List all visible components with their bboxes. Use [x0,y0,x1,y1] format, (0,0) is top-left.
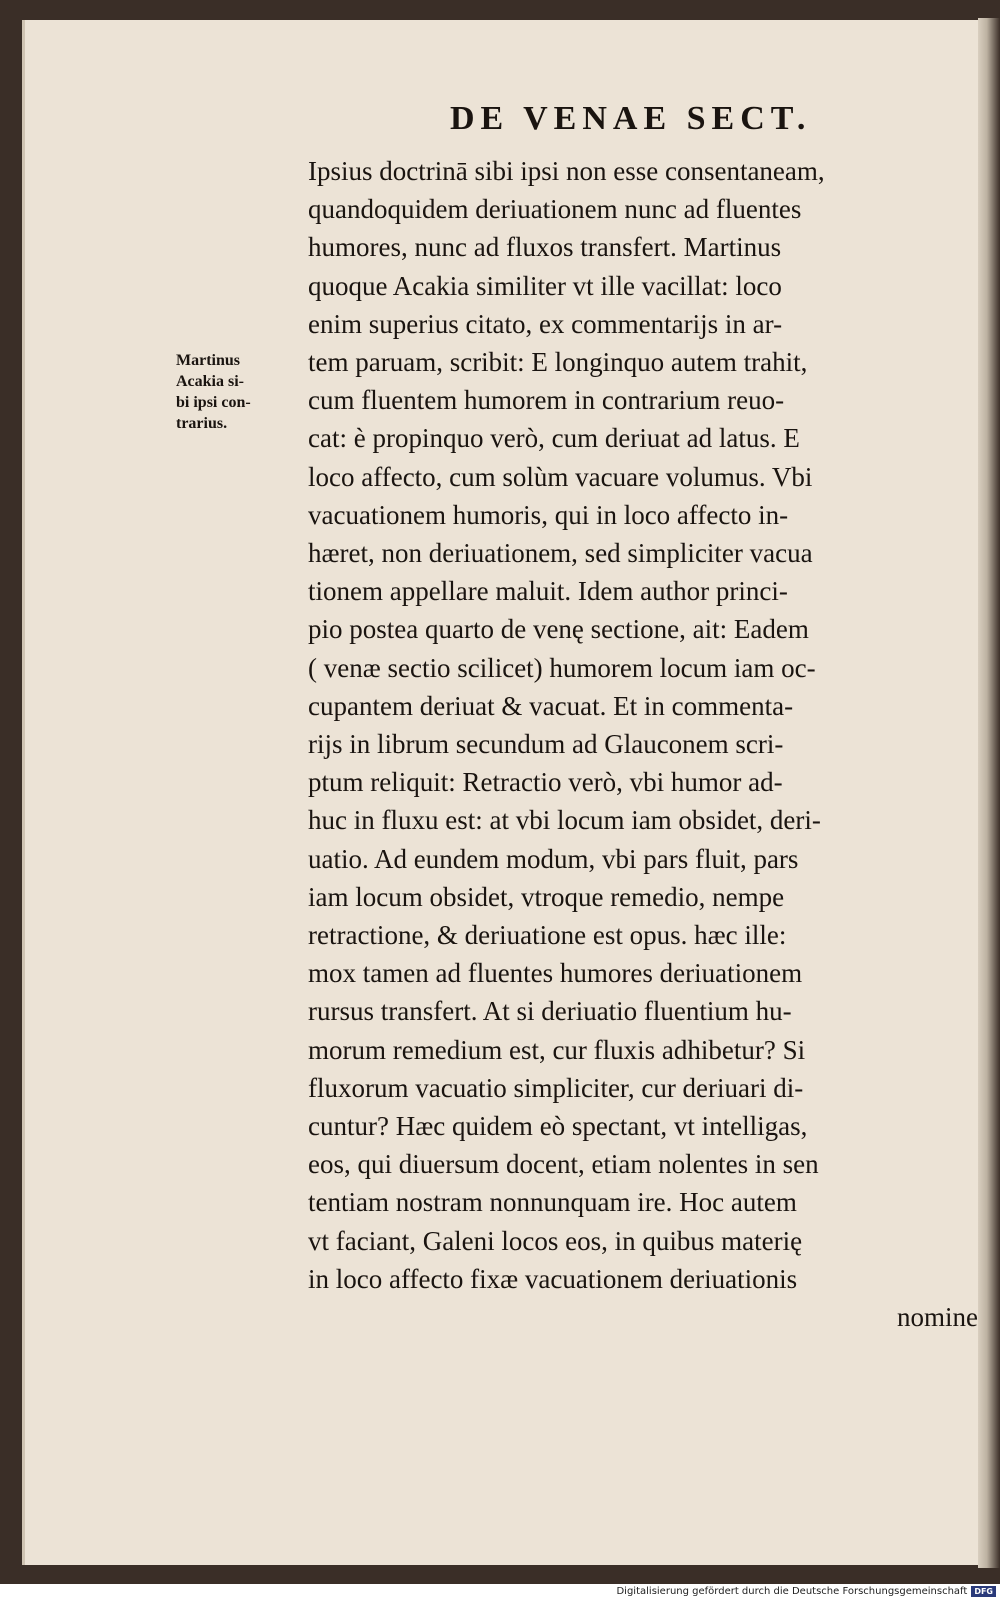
text-line: cat: è propinquo verò, cum deriuat ad latus. E [308,423,800,454]
running-head: DE VENAE SECT. [450,100,812,137]
text-line: humores, nunc ad fluxos transfert. Martinus [308,232,782,263]
text-line: cupantem deriuat & vacuat. Et in commenta- [308,690,794,721]
dfg-logo: DFG [971,1586,996,1597]
marginal-note-line: trarius. [176,415,228,432]
body-text [308,152,988,1336]
marginal-note [176,350,296,434]
marginal-note-line: Acakia si- [176,373,244,390]
footer [616,1584,996,1599]
text-line: fluxorum vacuatio simpliciter, cur deriuari di- [308,1072,804,1103]
footer-credit: Digitalisierung gefördert durch die Deutsche Forschungsgemeinschaft [616,1586,968,1597]
text-line: ( venæ sectio scilicet) humorem locum iam oc- [308,652,816,683]
text-line: iam locum obsidet, vtroque remedio, nempe [308,881,785,912]
text-line: morum remedium est, cur fluxis adhibetur? Si [308,1034,806,1065]
text-line: quandoquidem deriuationem nunc ad fluentes [308,194,802,225]
text-line: cuntur? Hæc quidem eò spectant, vt intelligas, [308,1111,808,1142]
text-line: Ipsius doctrinā sibi ipsi non esse consentaneam, [308,156,825,186]
text-line: enim superius citato, ex commentarijs in ar- [308,308,783,339]
text-line: pio postea quarto de venę sectione, ait: Eadem [308,614,809,645]
text-line: mox tamen ad fluentes humores deriuationem [308,958,803,989]
text-line: tentiam nostram nonnunquam ire. Hoc autem [308,1187,797,1218]
text-line: ptum reliquit: Retractio verò, vbi humor ad- [308,767,783,798]
text-line: eos, qui diuersum docent, etiam nolentes in sen [308,1149,819,1180]
text-line: cum fluentem humorem in contrarium reuo- [308,385,785,416]
text-line: huc in fluxu est: at vbi locum iam obsidet, deri- [308,805,821,836]
text-line: uatio. Ad eundem modum, vbi pars fluit, pars [308,843,799,874]
marginal-note-line: bi ipsi con- [176,394,251,411]
text-line: quoque Acakia similiter vt ille vacillat: loco [308,270,782,301]
marginal-note-line: Martinus [176,352,240,369]
text-line: hæret, non deriuationem, sed simpliciter vacua [308,538,813,569]
catchword: nomine [897,1302,978,1333]
text-line: in loco affecto fixæ vacuationem deriuationis [308,1263,798,1294]
text-line: retractione, & deriuatione est opus. hæc ille: [308,920,787,951]
text-line: vacuationem humoris, qui in loco affecto in- [308,499,789,530]
text-line: rijs in librum secundum ad Glauconem scri- [308,729,784,760]
text-line: vt faciant, Galeni locos eos, in quibus materię [308,1225,803,1256]
text-line: loco affecto, cum solùm vacuare volumus. Vbi [308,461,813,492]
text-line: tionem appellare maluit. Idem author princi- [308,576,788,607]
text-line: rursus transfert. At si deriuatio fluentium hu- [308,996,792,1027]
text-line: tem paruam, scribit: E longinquo autem trahit, [308,347,808,378]
